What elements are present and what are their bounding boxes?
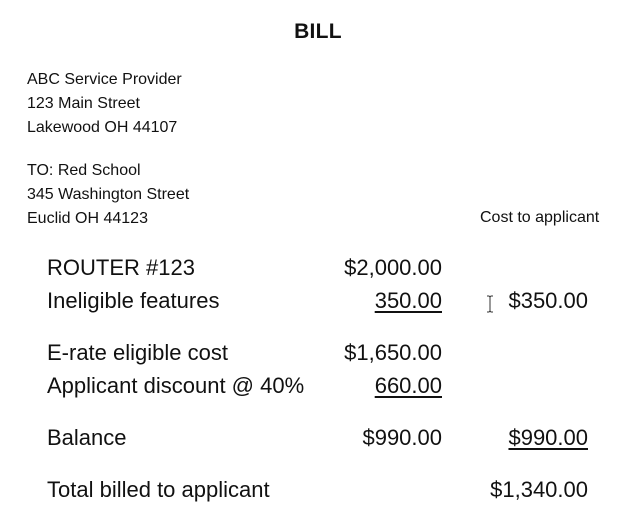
line-label-router: ROUTER #123 xyxy=(47,255,195,280)
discount-amount-value: 660.00 xyxy=(374,373,442,398)
line-amount-ineligible xyxy=(302,288,442,314)
to-address xyxy=(27,159,189,231)
line-label-ineligible: Ineligible features xyxy=(47,288,220,313)
to-name: TO: Red School xyxy=(27,162,141,179)
from-city: Lakewood OH 44107 xyxy=(27,119,178,136)
line-amount-eligible-cost: $1,650.00 xyxy=(344,340,442,365)
to-street: 345 Washington Street xyxy=(27,186,190,203)
line-applicant-ineligible: $350.00 xyxy=(508,288,588,313)
line-applicant-total: $1,340.00 xyxy=(490,477,588,502)
to-city: Euclid OH 44123 xyxy=(27,210,148,227)
ineligible-amount-value: 350.00 xyxy=(374,288,442,313)
from-address xyxy=(27,68,182,140)
bill-title: BILL xyxy=(294,20,342,43)
line-label-balance: Balance xyxy=(47,425,127,450)
line-applicant-balance xyxy=(448,425,588,451)
line-amount-router: $2,000.00 xyxy=(344,255,442,280)
line-label-discount: Applicant discount @ 40% xyxy=(47,373,305,398)
line-label-total: Total billed to applicant xyxy=(47,477,270,502)
line-label-eligible-cost: E-rate eligible cost xyxy=(47,340,228,365)
line-amount-discount xyxy=(302,373,442,399)
cost-to-applicant-header: Cost to applicant xyxy=(480,209,600,226)
balance-applicant-value: $990.00 xyxy=(508,425,588,450)
from-name: ABC Service Provider xyxy=(27,71,182,88)
text-cursor-icon xyxy=(486,295,494,313)
from-street: 123 Main Street xyxy=(27,95,140,112)
line-amount-balance: $990.00 xyxy=(362,425,442,450)
